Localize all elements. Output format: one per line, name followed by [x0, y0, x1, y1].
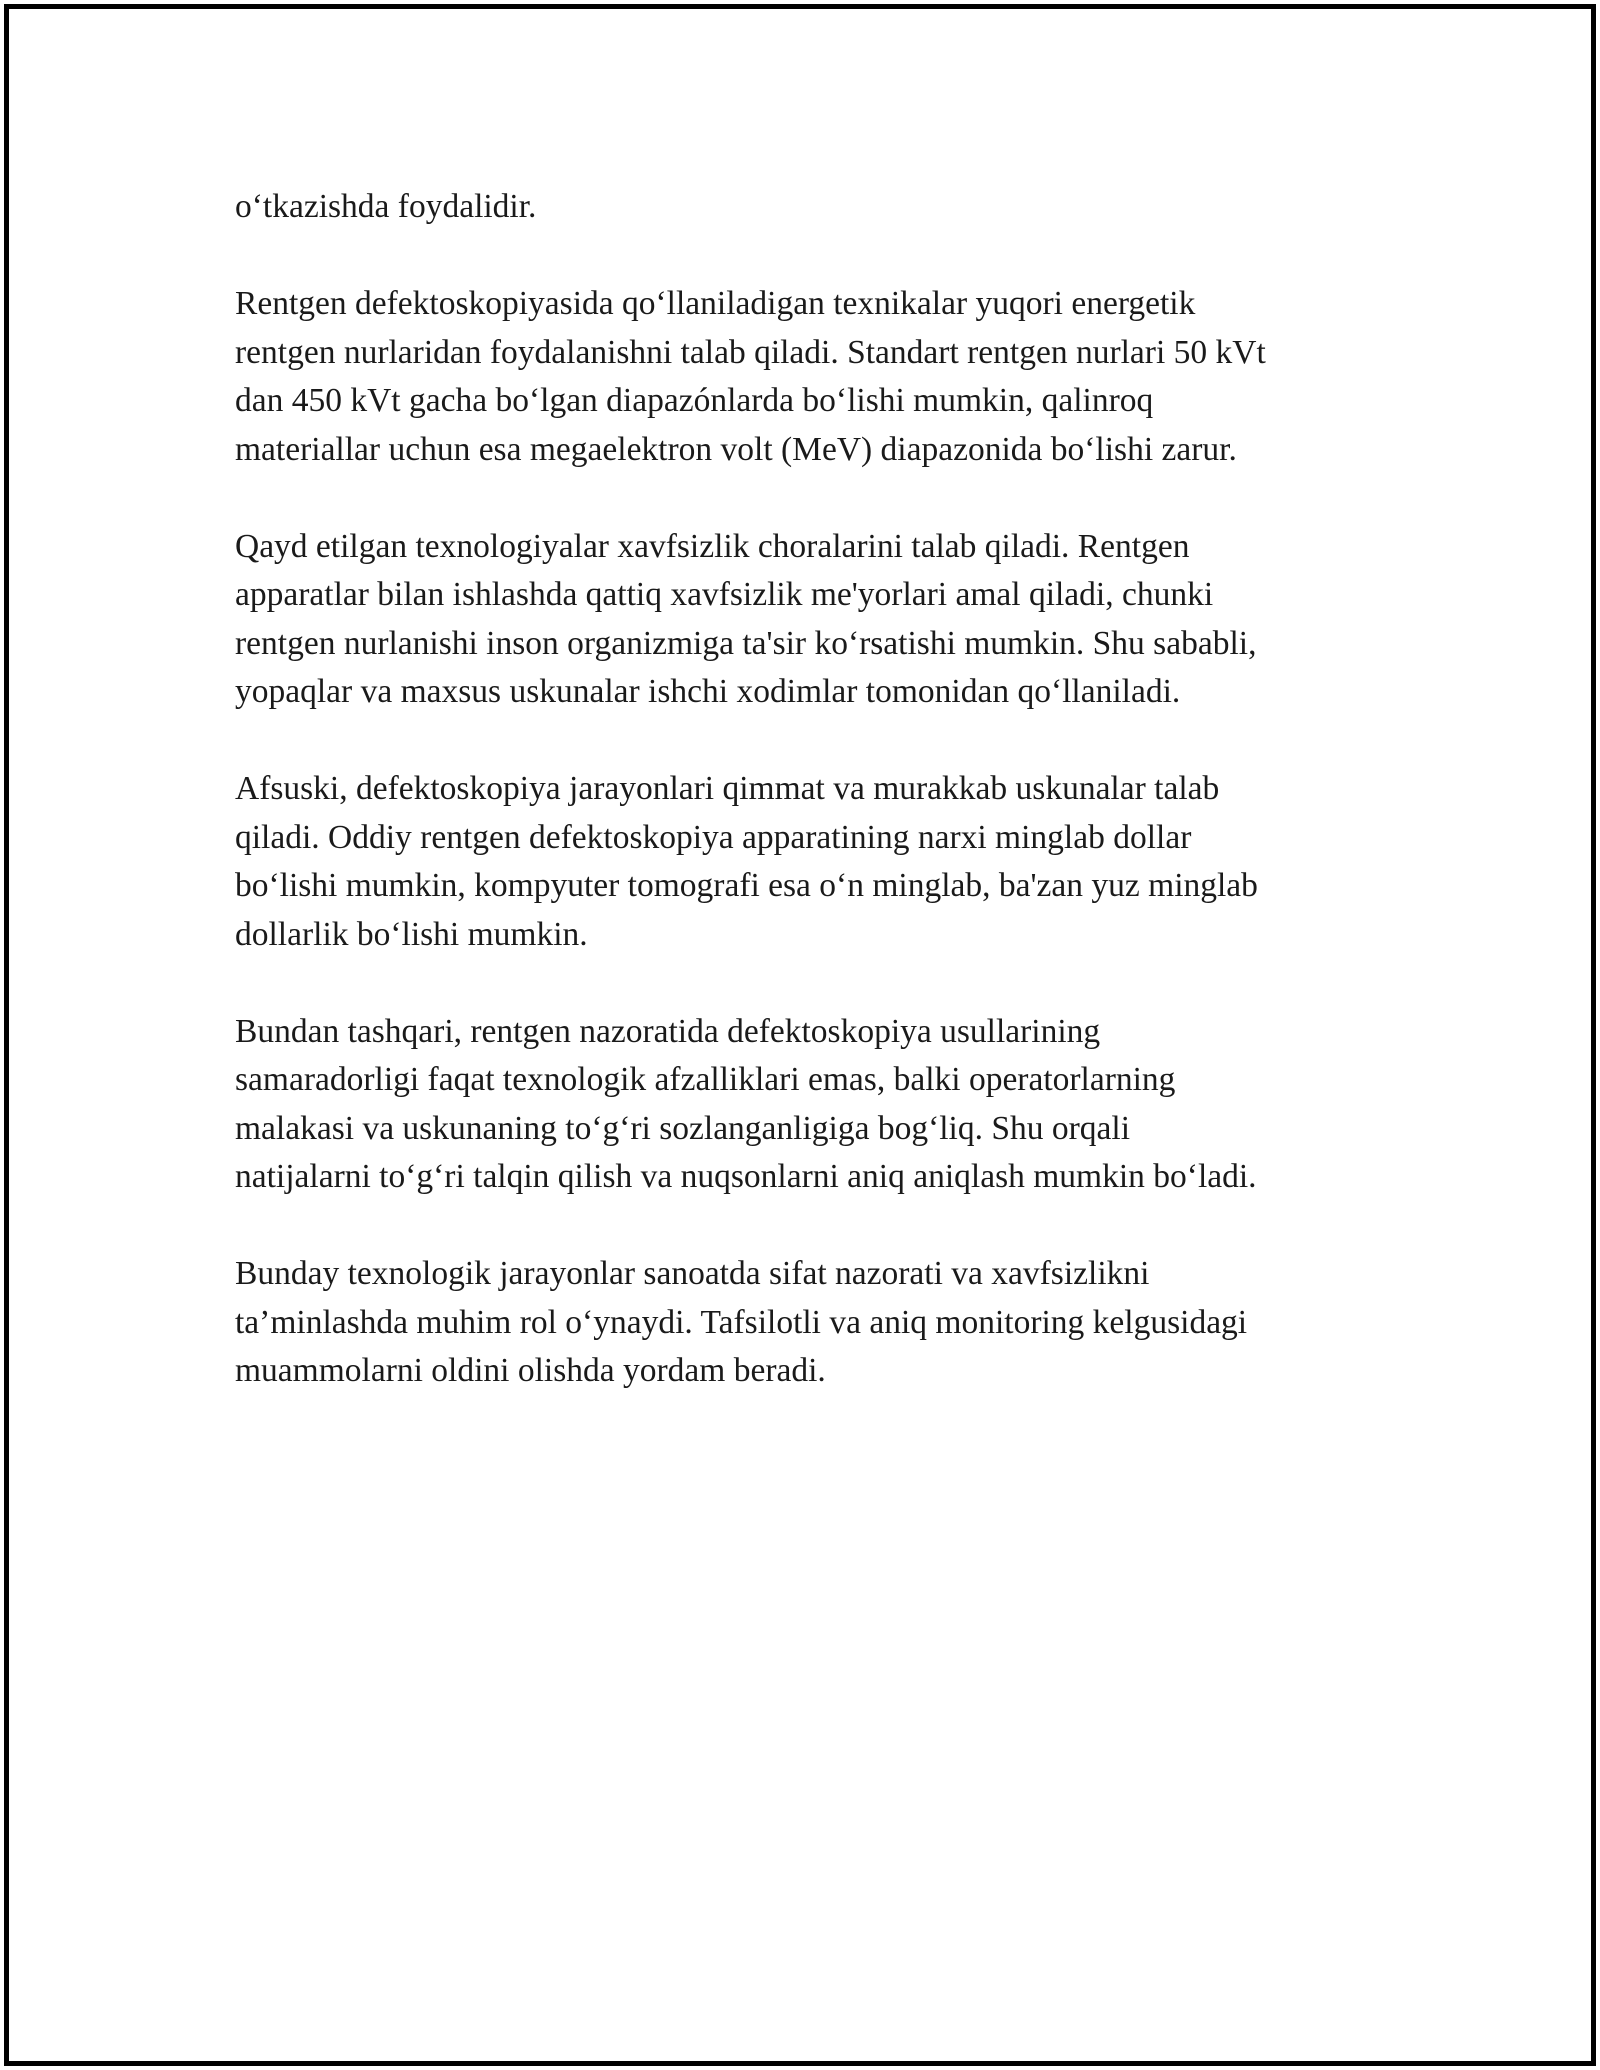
text-line: Rentgen defektoskopiyasida qo‘llaniladigan texnikalar yuqori energetik [235, 285, 1196, 322]
text-line: rentgen nurlaridan foydalanishni talab qiladi. Standart rentgen nurlari 50 kVt [235, 333, 1266, 371]
paragraph-4 [235, 765, 1395, 959]
text-line: bo‘lishi mumkin, kompyuter tomografi esa o‘n minglab, ba'zan yuz minglab [235, 867, 1258, 904]
text-line: samaradorligi faqat texnologik afzalliklari emas, balki operatorlarning [235, 1061, 1176, 1098]
text-line: ta’minlashda muhim rol o‘ynaydi. Tafsilotli va aniq monitoring kelgusidagi [235, 1303, 1248, 1341]
document-body [235, 183, 1395, 1444]
text-line: natijalarni to‘g‘ri talqin qilish va nuqsonlarni aniq aniqlash mumkin bo‘ladi. [235, 1158, 1257, 1195]
text-line: dollarlik bo‘lishi mumkin. [235, 915, 588, 953]
text-line: qiladi. Oddiy rentgen defektoskopiya apparatining narxi minglab dollar [235, 818, 1192, 856]
text-line: Afsuski, defektoskopiya jarayonlari qimmat va murakkab uskunalar talab [235, 770, 1220, 807]
paragraph-1 [235, 183, 1395, 232]
text-line: apparatlar bilan ishlashda qattiq xavfsizlik me'yorlari amal qiladi, chunki [235, 576, 1214, 613]
text-line: yopaqlar va maxsus uskunalar ishchi xodimlar tomonidan qo‘llaniladi. [235, 673, 1181, 710]
text-line: Qayd etilgan texnologiyalar xavfsizlik choralarini talab qiladi. Rentgen [235, 527, 1190, 565]
text-line: rentgen nurlanishi inson organizmiga ta'sir ko‘rsatishi mumkin. Shu sababli, [235, 624, 1257, 662]
text-line: muammolarni oldini olishda yordam beradi. [235, 1352, 826, 1389]
text-line: Bundan tashqari, rentgen nazoratida defektoskopiya usullarining [235, 1012, 1101, 1050]
text-line: dan 450 kVt gacha bo‘lgan diapazónlarda bo‘lishi mumkin, qalinroq [235, 382, 1154, 419]
paragraph-6 [235, 1250, 1395, 1396]
paragraph-2 [235, 280, 1395, 474]
paragraph-3 [235, 523, 1395, 717]
text-line: o‘tkazishda foydalidir. [235, 188, 537, 225]
text-line: Bunday texnologik jarayonlar sanoatda sifat nazorati va xavfsizlikni [235, 1255, 1150, 1292]
paragraph-5 [235, 1008, 1395, 1202]
text-line: materiallar uchun esa megaelektron volt (MeV) diapazonida bo‘lishi zarur. [235, 430, 1237, 468]
text-line: malakasi va uskunaning to‘g‘ri sozlanganligiga bog‘liq. Shu orqali [235, 1109, 1131, 1147]
